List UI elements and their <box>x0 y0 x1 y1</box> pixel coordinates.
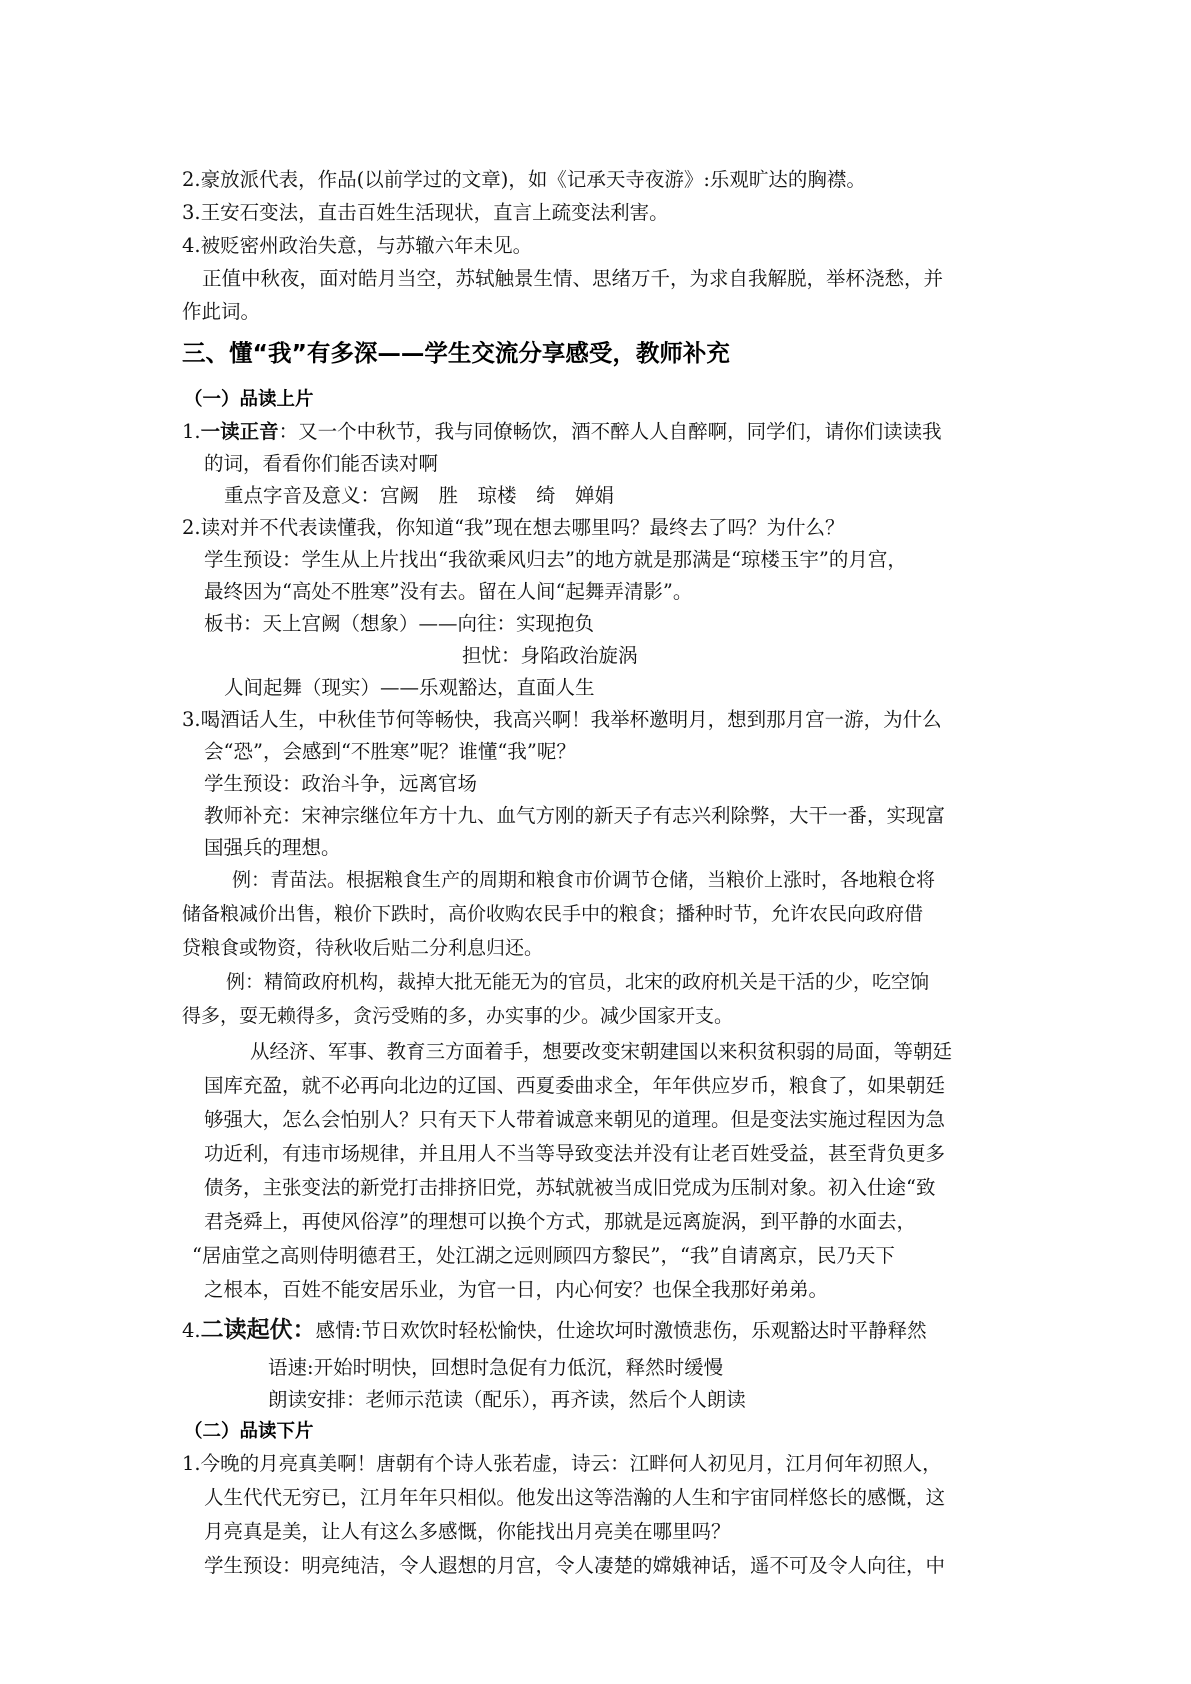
example-2-line-2: 得多，耍无赖得多，贪污受贿的多，办实事的少。减少国家开支。 <box>182 1005 734 1027</box>
item-4-text: 感情:节日欢饮时轻松愉快，仕途坎坷时激愤悲伤，乐观豁达时平静释然 <box>315 1319 927 1342</box>
part-2-item-1-line-1: 1.今晚的月亮真美啊！唐朝有个诗人张若虚，诗云：江畔何人初见月，江月何年初照人， <box>182 1452 942 1475</box>
part-1-item-2-line-1: 2.读对并不代表读懂我，你知道“我”现在想去哪里吗？最终去了吗？为什么？ <box>182 516 845 539</box>
reform-paragraph-line-8: 之根本，百姓不能安居乐业，为官一日，内心何安？也保全我那好弟弟。 <box>204 1278 829 1301</box>
item-1-text: ：又一个中秋节，我与同僚畅饮，酒不醉人人自醉啊，同学们，请你们读读我 <box>278 420 942 443</box>
reading-speed-line: 语速:开始时明快，回想时急促有力低沉，释然时缓慢 <box>268 1356 724 1379</box>
part-1-item-3-line-1: 3.喝酒话人生，中秋佳节何等畅快，我高兴啊！我举杯邀明月，想到那月宫一游，为什么 <box>182 708 942 731</box>
part-1-title: （一）品读上片 <box>184 389 314 410</box>
part-1-item-2-line-2: 学生预设：学生从上片找出“我欲乘风归去”的地方就是那满是“琼楼玉宇”的月宫， <box>204 548 907 571</box>
intro-paragraph-line-1: 正值中秋夜，面对皓月当空，苏轼触景生情、思绪万千，为求自我解脱，举杯浇愁，并 <box>202 267 944 290</box>
reform-paragraph-line-3: 够强大，怎么会怕别人？只有天下人带着诚意来朝见的道理。但是变法实施过程因为急 <box>204 1108 946 1131</box>
reform-paragraph-line-7: “居庙堂之高则侍明德君王，处江湖之远则顾四方黎民”，“我”自请离京，民乃天下 <box>192 1244 895 1267</box>
part-1-item-1-line-2: 的词，看看你们能否读对啊 <box>204 452 439 475</box>
blackboard-line-1: 板书：天上宫阙（想象）——向往：实现抱负 <box>204 612 595 635</box>
teacher-supplement-line-2: 国强兵的理想。 <box>204 836 341 859</box>
part-1-item-1-line-1 <box>182 420 942 444</box>
intro-paragraph-line-2: 作此词。 <box>182 300 261 323</box>
intro-item-3: 3.王安石变法，直击百姓生活现状，直言上疏变法利害。 <box>182 201 669 224</box>
teacher-supplement-line-1: 教师补充：宋神宗继位年方十九、血气方刚的新天子有志兴利除弊，大干一番，实现富 <box>204 804 946 827</box>
part-1-item-2-line-3: 最终因为“高处不胜寒”没有去。留在人间“起舞弄清影”。 <box>204 580 693 603</box>
intro-item-2: 2.豪放派代表，作品(以前学过的文章)，如《记承天寺夜游》:乐观旷达的胸襟。 <box>182 168 866 191</box>
example-2-line-1: 例：精简政府机构，裁掉大批无能无为的官员，北宋的政府机关是干活的少，吃空饷 <box>226 971 930 993</box>
item-number: 1. <box>182 420 201 443</box>
example-1-line-2: 储备粮减价出售，粮价下跌时，高价收购农民手中的粮食；播种时节，允许农民向政府借 <box>182 903 924 925</box>
example-1-line-1: 例：青苗法。根据粮食生产的周期和粮食市价调节仓储，当粮价上涨时，各地粮仓将 <box>232 869 936 891</box>
part-2-item-1-line-4: 学生预设：明亮纯洁，令人遐想的月宫，令人凄楚的嫦娥神话，遥不可及令人向往，中 <box>204 1554 946 1577</box>
part-2-item-1-line-2: 人生代代无穷已，江月年年只相似。他发出这等浩瀚的人生和宇宙同样悠长的感慨，这 <box>204 1486 946 1509</box>
intro-item-4: 4.被贬密州政治失意，与苏辙六年未见。 <box>182 234 533 257</box>
section-3-heading: 三、懂“我”有多深——学生交流分享感受，教师补充 <box>182 339 730 367</box>
reform-paragraph-line-6: 君尧舜上，再使风俗淳”的理想可以换个方式，那就是远离旋涡，到平静的水面去， <box>204 1210 916 1233</box>
reform-paragraph-line-5: 债务，主张变法的新党打击排挤旧党，苏轼就被当成旧党成为压制对象。初入仕途“致 <box>204 1176 936 1199</box>
part-2-item-1-line-3: 月亮真是美，让人有这么多感慨，你能找出月亮美在哪里吗？ <box>204 1520 731 1543</box>
example-1-line-3: 贷粮食或物资，待秋收后贴二分利息归还。 <box>182 937 544 959</box>
part-2-title: （二）品读下片 <box>184 1421 314 1442</box>
part-1-item-3-line-3: 学生预设：政治斗争，远离官场 <box>204 772 478 795</box>
key-pronunciation-line: 重点字音及意义：宫阙 胜 琼楼 绮 婵娟 <box>224 484 615 507</box>
item-1-keyword: 一读正音 <box>200 420 279 443</box>
part-1-item-4-line-1 <box>182 1318 927 1343</box>
item-number: 4. <box>182 1319 201 1342</box>
reform-paragraph-line-2: 国库充盈，就不必再向北边的辽国、西夏委曲求全，年年供应岁币，粮食了，如果朝廷 <box>204 1074 946 1097</box>
blackboard-line-2: 担忧：身陷政治旋涡 <box>462 644 638 667</box>
item-4-keyword: 二读起伏： <box>200 1317 316 1343</box>
part-1-item-3-line-2: 会“恐”，会感到“不胜寒”呢？谁懂“我”呢？ <box>204 740 576 763</box>
reading-arrangement-line: 朗读安排：老师示范读（配乐），再齐读，然后个人朗读 <box>268 1388 746 1411</box>
reform-paragraph-line-1: 从经济、军事、教育三方面着手，想要改变宋朝建国以来积贫积弱的局面，等朝廷 <box>250 1040 953 1063</box>
blackboard-line-3: 人间起舞（现实）——乐观豁达，直面人生 <box>224 676 595 699</box>
reform-paragraph-line-4: 功近利，有违市场规律，并且用人不当等导致变法并没有让老百姓受益，甚至背负更多 <box>204 1142 946 1165</box>
